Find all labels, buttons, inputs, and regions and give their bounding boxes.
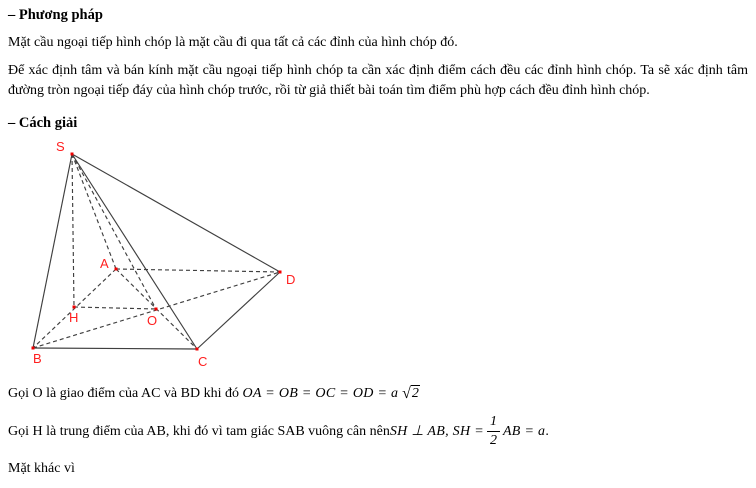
- solution-line-3: Mặt khác vì: [8, 461, 75, 477]
- edge-CD-solid: [197, 272, 280, 349]
- edge-AD-dashed: [116, 269, 280, 272]
- vertex-label-O: O: [147, 313, 158, 328]
- vertex-C: [196, 348, 199, 351]
- vertex-O: [155, 308, 158, 311]
- vertex-H: [73, 306, 76, 309]
- vertex-label-B: B: [33, 351, 42, 366]
- solution-line-2: [8, 414, 748, 449]
- heading-method: – Phương pháp: [8, 7, 103, 23]
- solution-line-1: [8, 383, 748, 405]
- paragraph-approach: Để xác định tâm và bán kính mặt cầu ngoại tiếp hình chóp ta cần xác định điểm cách đều các đỉnh hình chóp. Ta sẽ xác định tâm đường tròn ngoại tiếp đáy của hình chóp trước, rồi từ giả thiết bài toán tìm điểm phù hợp cách đều đỉnh hình chóp.: [8, 63, 748, 98]
- edge-SD-solid: [72, 154, 280, 272]
- vertex-label-C: C: [198, 354, 208, 369]
- edge-BC-solid: [33, 348, 197, 349]
- vertex-label-H: H: [69, 310, 79, 325]
- vertex-B: [32, 347, 35, 350]
- sqrt-argument: 2: [411, 386, 419, 401]
- fraction-numerator: 1: [487, 414, 500, 432]
- edge-HO-dashed: [74, 307, 156, 309]
- line2-text: Gọi H là trung điểm của AB, khi đó vì tam giác SAB vuông cân nên: [8, 423, 390, 439]
- edge-SC-solid: [72, 154, 197, 349]
- line1-equation: OA = OB = OC = OD = a: [242, 386, 399, 401]
- edge-SB-solid: [33, 154, 72, 348]
- line1-text: Gọi O là giao điểm của AC và BD khi đó: [8, 386, 243, 401]
- vertex-S: [71, 153, 74, 156]
- vertex-A: [115, 268, 118, 271]
- vertex-label-D: D: [286, 272, 296, 287]
- fraction-one-half: [487, 414, 500, 449]
- line2-equation-post: AB = a: [502, 423, 546, 439]
- paragraph-definition: Mặt cầu ngoại tiếp hình chóp là mặt cầu đi qua tất cả các đỉnh của hình chóp đó.: [8, 35, 458, 50]
- edge-SH-dashed: [72, 154, 74, 307]
- line2-equation-pre: SH ⊥ AB, SH =: [389, 423, 484, 439]
- sqrt-symbol: √: [402, 385, 411, 402]
- heading-solution: – Cách giải: [8, 115, 78, 131]
- fraction-denominator: 2: [489, 433, 497, 449]
- vertex-label-A: A: [100, 256, 109, 271]
- vertex-D: [279, 271, 282, 274]
- pyramid-diagram: [8, 136, 318, 374]
- vertex-label-S: S: [56, 139, 65, 154]
- line2-period: .: [545, 423, 549, 439]
- pyramid-figure: [8, 136, 748, 379]
